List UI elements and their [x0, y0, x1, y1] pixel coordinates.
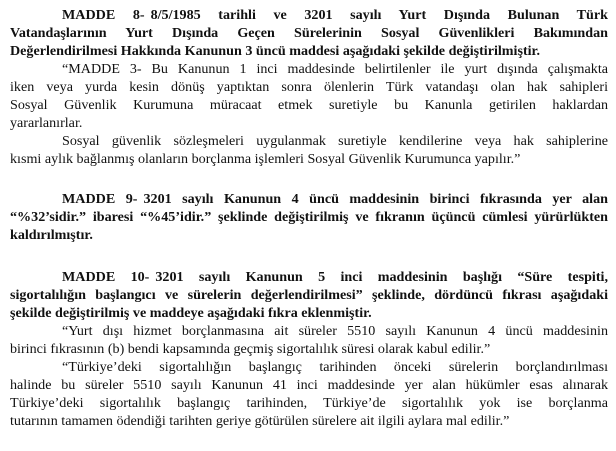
article-8-line: Vatandaşlarının Yurt Dışında Geçen Sürelerinin Sosyal Güvenlikleri Bakımından [10, 25, 608, 41]
article-8-quote-line: Sosyal Güvenlik Kurumuna müracaat etmek suretiyle bu Kanunla getirilen haklardan [10, 97, 608, 113]
article-10-quote-line: Türkiye’deki sigortalılık başlangıç tarihinden, Türkiye’de sigortalılık yok ise borçlanma [10, 395, 608, 411]
article-10-heading-line [62, 268, 608, 286]
article-10-heading-text: 3201 sayılı Kanunun 5 inci maddesinin başlığı “Süre tespiti, [155, 269, 608, 285]
article-9-heading-line [62, 190, 608, 208]
article-8-line: Değerlendirilmesi Hakkında Kanunun 3 üncü maddesi aşağıdaki şekilde değiştirilmiştir. [10, 43, 541, 59]
article-8-heading-line [62, 6, 608, 24]
article-8-quote-line: yararlanırlar. [10, 115, 83, 131]
article-10-quote-line: halinde bu süreler 5510 sayılı Kanunun 41 inci maddesinde yer alan hükümler esas alınarak [10, 377, 608, 393]
article-9-label: MADDE 9- [62, 191, 138, 207]
article-8-heading-text: 8/5/1985 tarihli ve 3201 sayılı Yurt Dışında Bulunan Türk [150, 7, 608, 23]
article-10-quote-line: “Türkiye’deki sigortalılığın başlangıç tarihinden önceki sürelerin borçlandırılması [62, 359, 608, 375]
article-8-quote-line: kısmi aylık bağlanmış olanların borçlanma işlemleri Sosyal Güvenlik Kurumunca yapılır.” [10, 151, 521, 167]
article-10-line: sigortalılığın başlangıcı ve sürelerin değerlendirilmesi” şeklinde, dördüncü fıkrası aşağıdaki [10, 287, 608, 303]
article-10-label: MADDE 10- [62, 269, 150, 285]
article-10-quote-line: birinci fıkrasının (b) bendi kapsamında geçmiş sigortalılık süresi olarak kabul edilir.” [10, 341, 491, 357]
article-10-quote-line: “Yurt dışı hizmet borçlanmasına ait süreler 5510 sayılı Kanunun 4 üncü maddesinin [62, 323, 608, 339]
article-8-label: MADDE 8- [62, 7, 145, 23]
article-10-line: şekilde değiştirilmiş ve maddeye aşağıdaki fıkra eklenmiştir. [10, 305, 372, 321]
article-9-line: “%32’sidir.” ibaresi “%45’idir.” şeklinde değiştirilmiş ve fıkranın üçüncü cümlesi yürürlükten [10, 209, 608, 225]
article-8-quote-line: iken veya yurda kesin dönüş yaptıktan sonra ölenlerin Türk vatandaşı olan hak sahipleri [10, 79, 608, 95]
article-10-quote-line: tutarının tamamen ödendiği tarihten geriye götürülen sürelere ait ilgili aylara mal edilir.” [10, 413, 510, 429]
article-9-heading-text: 3201 sayılı Kanunun 4 üncü maddesinin birinci fıkrasında yer alan [143, 191, 608, 207]
article-8-quote-line: Sosyal güvenlik sözleşmeleri uygulanmak suretiyle kendilerine veya hak sahiplerine [62, 133, 608, 149]
article-8-quote-line: “MADDE 3- Bu Kanunun 1 inci maddesinde belirtilenler ile yurt dışında çalışmakta [62, 61, 608, 77]
article-9-line: kaldırılmıştır. [10, 227, 93, 243]
